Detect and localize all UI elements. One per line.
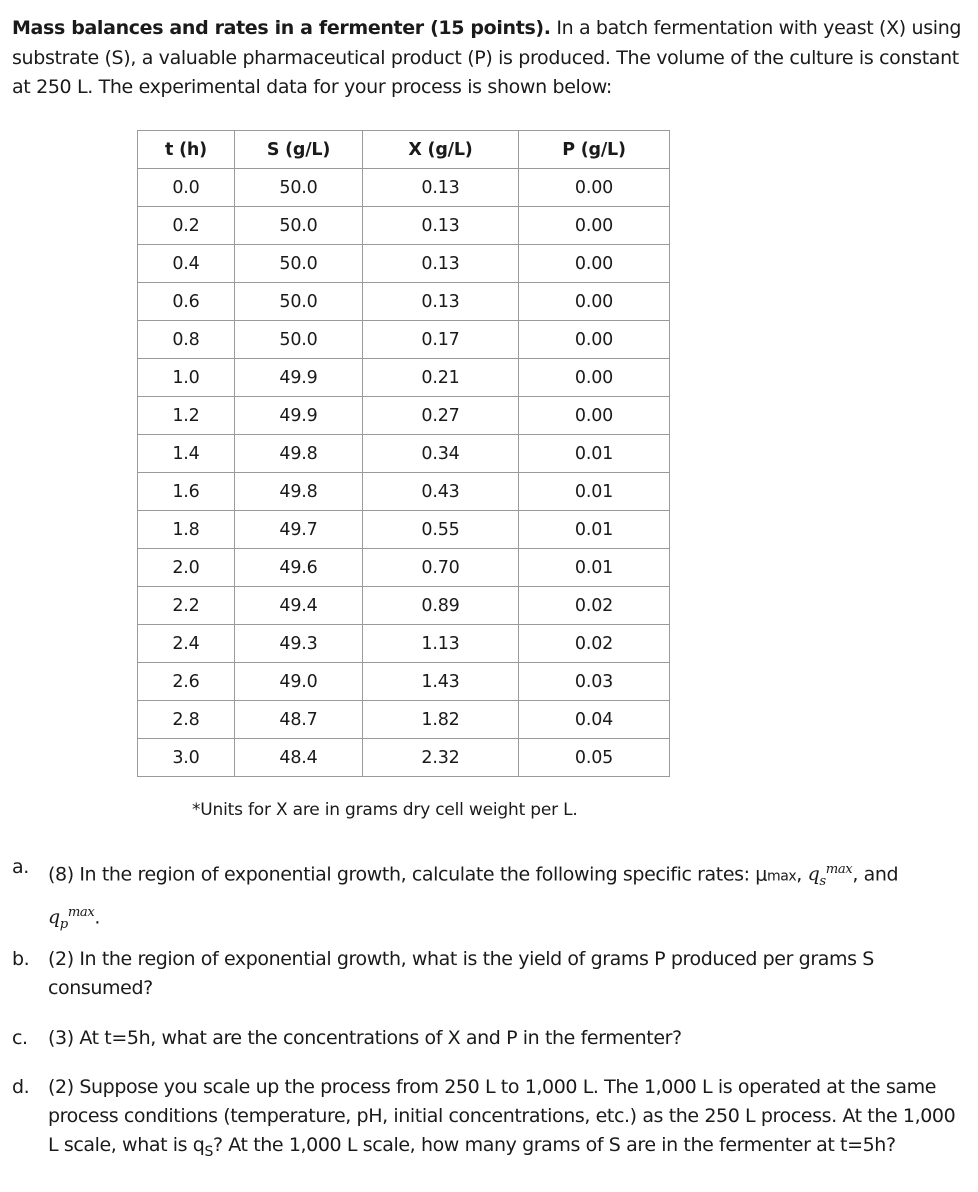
table-row bbox=[138, 283, 670, 321]
question-c bbox=[12, 1024, 962, 1053]
cell-time: 2.2 bbox=[138, 587, 235, 625]
qs-symbol: $q_s^{max}$ bbox=[807, 862, 853, 890]
cell-time: 3.0 bbox=[138, 739, 235, 777]
table-row bbox=[138, 739, 670, 777]
table-header-row bbox=[138, 131, 670, 169]
cell-time: 2.0 bbox=[138, 549, 235, 587]
question-d-text-2: ? At the 1,000 L scale, how many grams of S are in the fermenter at t=5h? bbox=[212, 1134, 896, 1156]
col-header-time: t (h) bbox=[138, 131, 235, 169]
table-row bbox=[138, 473, 670, 511]
cell-substrate: 50.0 bbox=[235, 169, 363, 207]
cell-time: 1.4 bbox=[138, 435, 235, 473]
cell-substrate: 50.0 bbox=[235, 245, 363, 283]
cell-biomass: 1.43 bbox=[363, 663, 519, 701]
table-row bbox=[138, 549, 670, 587]
cell-time: 1.2 bbox=[138, 397, 235, 435]
cell-product: 0.00 bbox=[519, 245, 670, 283]
question-d-text-1: (2) Suppose you scale up the process from 250 L to 1,000 L. The 1,000 L is operated at the same process conditions (temperature, pH, initial concentrations, etc.) as the 250 L process. At the 1,000 L scale, what is q bbox=[48, 1076, 956, 1156]
cell-product: 0.01 bbox=[519, 549, 670, 587]
cell-product: 0.03 bbox=[519, 663, 670, 701]
cell-product: 0.02 bbox=[519, 625, 670, 663]
cell-substrate: 49.7 bbox=[235, 511, 363, 549]
table-row bbox=[138, 359, 670, 397]
cell-substrate: 49.8 bbox=[235, 435, 363, 473]
question-c-label: c. bbox=[12, 1027, 28, 1049]
cell-substrate: 49.6 bbox=[235, 549, 363, 587]
problem-intro bbox=[12, 14, 962, 103]
table-row bbox=[138, 207, 670, 245]
cell-time: 0.6 bbox=[138, 283, 235, 321]
question-c-text: (3) At t=5h, what are the concentrations of X and P in the fermenter? bbox=[48, 1027, 682, 1049]
table-row bbox=[138, 321, 670, 359]
table-row bbox=[138, 511, 670, 549]
col-header-substrate: S (g/L) bbox=[235, 131, 363, 169]
cell-product: 0.00 bbox=[519, 321, 670, 359]
cell-substrate: 49.8 bbox=[235, 473, 363, 511]
cell-time: 2.6 bbox=[138, 663, 235, 701]
cell-time: 1.8 bbox=[138, 511, 235, 549]
cell-substrate: 50.0 bbox=[235, 283, 363, 321]
cell-product: 0.01 bbox=[519, 435, 670, 473]
cell-product: 0.01 bbox=[519, 473, 670, 511]
qp-symbol: $q_p^{max}$ bbox=[48, 905, 95, 933]
cell-substrate: 49.4 bbox=[235, 587, 363, 625]
cell-biomass: 0.27 bbox=[363, 397, 519, 435]
question-a-end: . bbox=[94, 906, 101, 929]
cell-biomass: 0.43 bbox=[363, 473, 519, 511]
question-d-label: d. bbox=[12, 1076, 30, 1098]
cell-biomass: 2.32 bbox=[363, 739, 519, 777]
table-body bbox=[138, 169, 670, 777]
question-a-label: a. bbox=[12, 856, 29, 878]
experimental-data-table bbox=[137, 130, 670, 777]
table-row bbox=[138, 587, 670, 625]
cell-biomass: 0.21 bbox=[363, 359, 519, 397]
cell-biomass: 1.82 bbox=[363, 701, 519, 739]
cell-product: 0.04 bbox=[519, 701, 670, 739]
cell-product: 0.02 bbox=[519, 587, 670, 625]
problem-title: Mass balances and rates in a fermenter (15 points). bbox=[12, 17, 551, 39]
cell-biomass: 0.13 bbox=[363, 169, 519, 207]
cell-biomass: 0.13 bbox=[363, 207, 519, 245]
cell-product: 0.01 bbox=[519, 511, 670, 549]
col-header-biomass: X (g/L) bbox=[363, 131, 519, 169]
cell-product: 0.00 bbox=[519, 283, 670, 321]
cell-biomass: 0.17 bbox=[363, 321, 519, 359]
question-b-text: (2) In the region of exponential growth, what is the yield of grams P produced per grams S consumed? bbox=[48, 948, 874, 999]
cell-time: 0.0 bbox=[138, 169, 235, 207]
col-header-product: P (g/L) bbox=[519, 131, 670, 169]
table-row bbox=[138, 625, 670, 663]
cell-biomass: 0.70 bbox=[363, 549, 519, 587]
question-d bbox=[12, 1073, 962, 1167]
question-a: a. (8) In the region of exponential growth, calculate the following specific rates: μmax, $q_s^{max}$, and $q_p^{max}$. bbox=[12, 853, 962, 939]
cell-substrate: 50.0 bbox=[235, 321, 363, 359]
question-b-label: b. bbox=[12, 948, 30, 970]
cell-time: 2.4 bbox=[138, 625, 235, 663]
cell-product: 0.00 bbox=[519, 169, 670, 207]
cell-biomass: 1.13 bbox=[363, 625, 519, 663]
cell-substrate: 49.9 bbox=[235, 397, 363, 435]
mu-max-sub: max bbox=[766, 868, 797, 885]
cell-biomass: 0.34 bbox=[363, 435, 519, 473]
units-note: *Units for X are in grams dry cell weight per L. bbox=[192, 800, 578, 820]
cell-biomass: 0.13 bbox=[363, 245, 519, 283]
qs-subscript: S bbox=[204, 1143, 213, 1160]
cell-substrate: 49.9 bbox=[235, 359, 363, 397]
cell-product: 0.00 bbox=[519, 207, 670, 245]
cell-biomass: 0.89 bbox=[363, 587, 519, 625]
cell-substrate: 49.0 bbox=[235, 663, 363, 701]
cell-product: 0.00 bbox=[519, 397, 670, 435]
cell-time: 1.6 bbox=[138, 473, 235, 511]
cell-time: 0.4 bbox=[138, 245, 235, 283]
cell-time: 1.0 bbox=[138, 359, 235, 397]
question-b bbox=[12, 945, 962, 1003]
problem-description: In a batch fermentation with yeast (X) using substrate (S), a valuable pharmaceutical product (P) is produced. The volume of the culture is constant at 250 L. The experimental data for your process is shown below: bbox=[12, 17, 962, 98]
mu-symbol: μ bbox=[755, 863, 767, 886]
table-row bbox=[138, 245, 670, 283]
cell-biomass: 0.55 bbox=[363, 511, 519, 549]
cell-substrate: 48.4 bbox=[235, 739, 363, 777]
cell-time: 0.2 bbox=[138, 207, 235, 245]
question-a-and: , and bbox=[852, 863, 899, 886]
cell-substrate: 49.3 bbox=[235, 625, 363, 663]
table-row bbox=[138, 169, 670, 207]
cell-substrate: 48.7 bbox=[235, 701, 363, 739]
table-row bbox=[138, 701, 670, 739]
cell-substrate: 50.0 bbox=[235, 207, 363, 245]
table-row bbox=[138, 397, 670, 435]
table-row bbox=[138, 663, 670, 701]
table-row bbox=[138, 435, 670, 473]
cell-product: 0.00 bbox=[519, 359, 670, 397]
question-a-text: (8) In the region of exponential growth, calculate the following specific rates: bbox=[48, 863, 756, 886]
cell-product: 0.05 bbox=[519, 739, 670, 777]
cell-biomass: 0.13 bbox=[363, 283, 519, 321]
cell-time: 2.8 bbox=[138, 701, 235, 739]
cell-time: 0.8 bbox=[138, 321, 235, 359]
